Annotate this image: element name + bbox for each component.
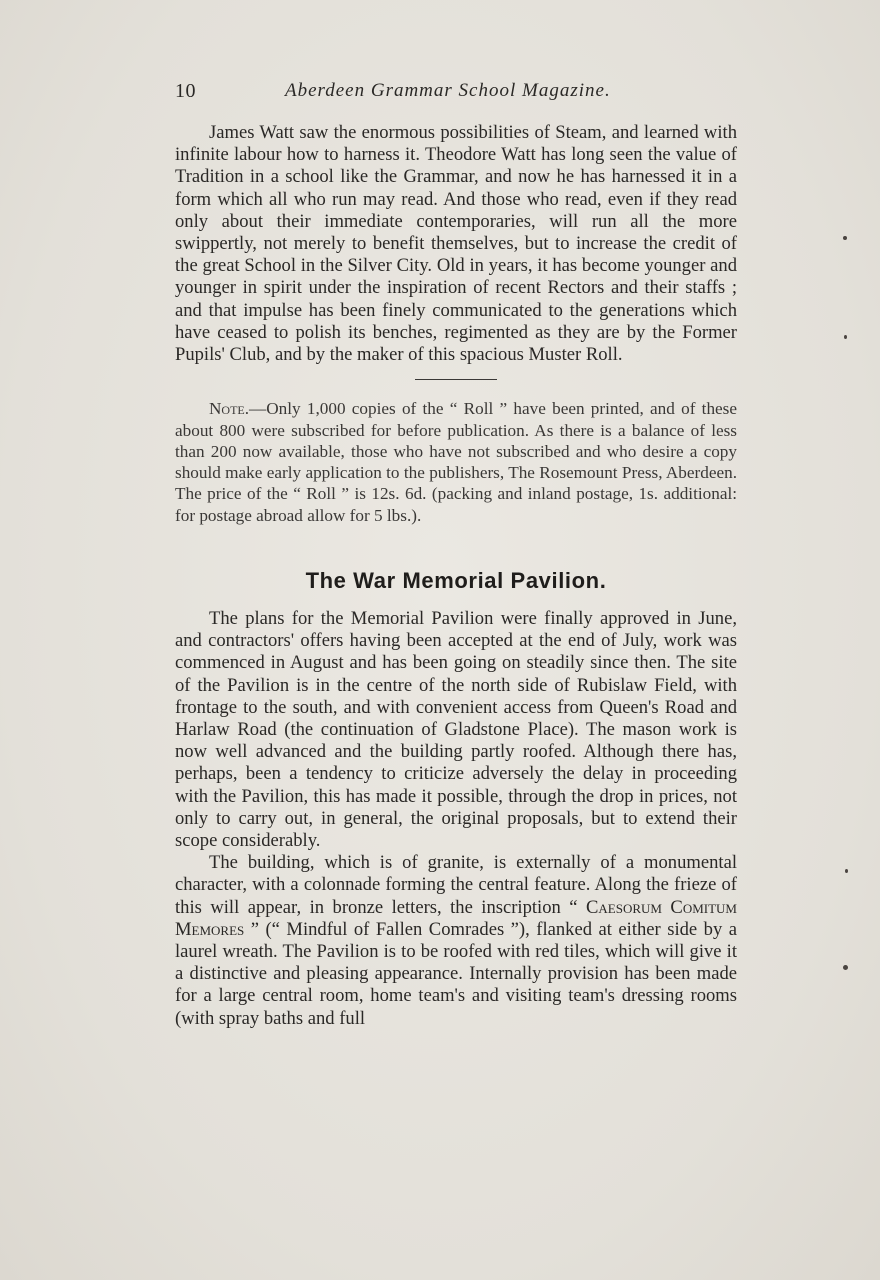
article-title: The War Memorial Pavilion. xyxy=(305,568,607,594)
inscription-text: Caesorum Comitum Memores xyxy=(175,896,737,940)
margin-speck xyxy=(844,335,847,339)
article-paragraph-2 xyxy=(175,852,737,1030)
note-text: —Only 1,000 copies of the “ Roll ” have been printed, and of these about 800 were subscribed for before publication. As there is a balance of less than 200 now available, those who have not subscribed and who desire a copy should make early application to the publishers, The Rosemount Press, Aberdeen. The price of the “ Roll ” is 12s. 6d. (packing and inland postage, 1s. additional: for postage abroad allow for 5 lbs.). xyxy=(175,399,737,525)
running-title: Aberdeen Grammar School Magazine. xyxy=(285,80,611,101)
note-paragraph xyxy=(175,398,737,526)
page-content xyxy=(175,122,737,1030)
paragraph-2-end: ” (“ Mindful of Fallen Comrades ”), flanked at either side by a laurel wreath. The Pavilion is to be roofed with red tiles, which will give it a distinctive and pleasing appearance. Internally provision has been made for a large central room, home team's and visiting team's dressing rooms (with spray baths and full xyxy=(175,918,737,1029)
margin-speck xyxy=(843,965,848,970)
paragraph-2-start: The building, which is of granite, is externally of a monumental character, with a colonnade forming the central feature. Along the frieze of this will appear, in bronze letters, the inscription “ xyxy=(175,852,737,918)
section-divider xyxy=(415,379,497,380)
note-label: Note. xyxy=(209,399,250,419)
margin-speck xyxy=(843,236,847,240)
intro-paragraph: James Watt saw the enormous possibilities of Steam, and learned with infinite labour how to harness it. Theodore Watt has long seen the value of Tradition in a school like the Grammar, and now he has harnessed it in a form which all who run may read. And those who read, even if they read only about their immediate contemporaries, will run all the more swippertly, not merely to benefit themselves, but to increase the credit of the great School in the Silver City. Old in years, it has become younger and younger in spirit under the inspiration of recent Rectors and their staffs ; and that impulse has been finely communicated to the generations which have ceased to polish its benches, regimented as they are by the Former Pupils' Club, and by the maker of this spacious Muster Roll. xyxy=(175,122,737,366)
article-paragraph-1: The plans for the Memorial Pavilion were finally approved in June, and contractors' offers having been accepted at the end of July, work was commenced in August and has been going on steadily since then. The site of the Pavilion is in the centre of the north side of Rubislaw Field, with frontage to the south, and with convenient access from Queen's Road and Harlaw Road (the continuation of Gladstone Place). The mason work is now well advanced and the building partly roofed. Although there has, perhaps, been a tendency to criticize adversely the delay in proceeding with the Pavilion, this has made it possible, through the drop in prices, not only to carry out, in general, the original proposals, but to extend their scope considerably. xyxy=(175,608,737,852)
page-number: 10 xyxy=(175,80,196,102)
page-header xyxy=(175,80,737,110)
margin-speck xyxy=(845,869,848,873)
